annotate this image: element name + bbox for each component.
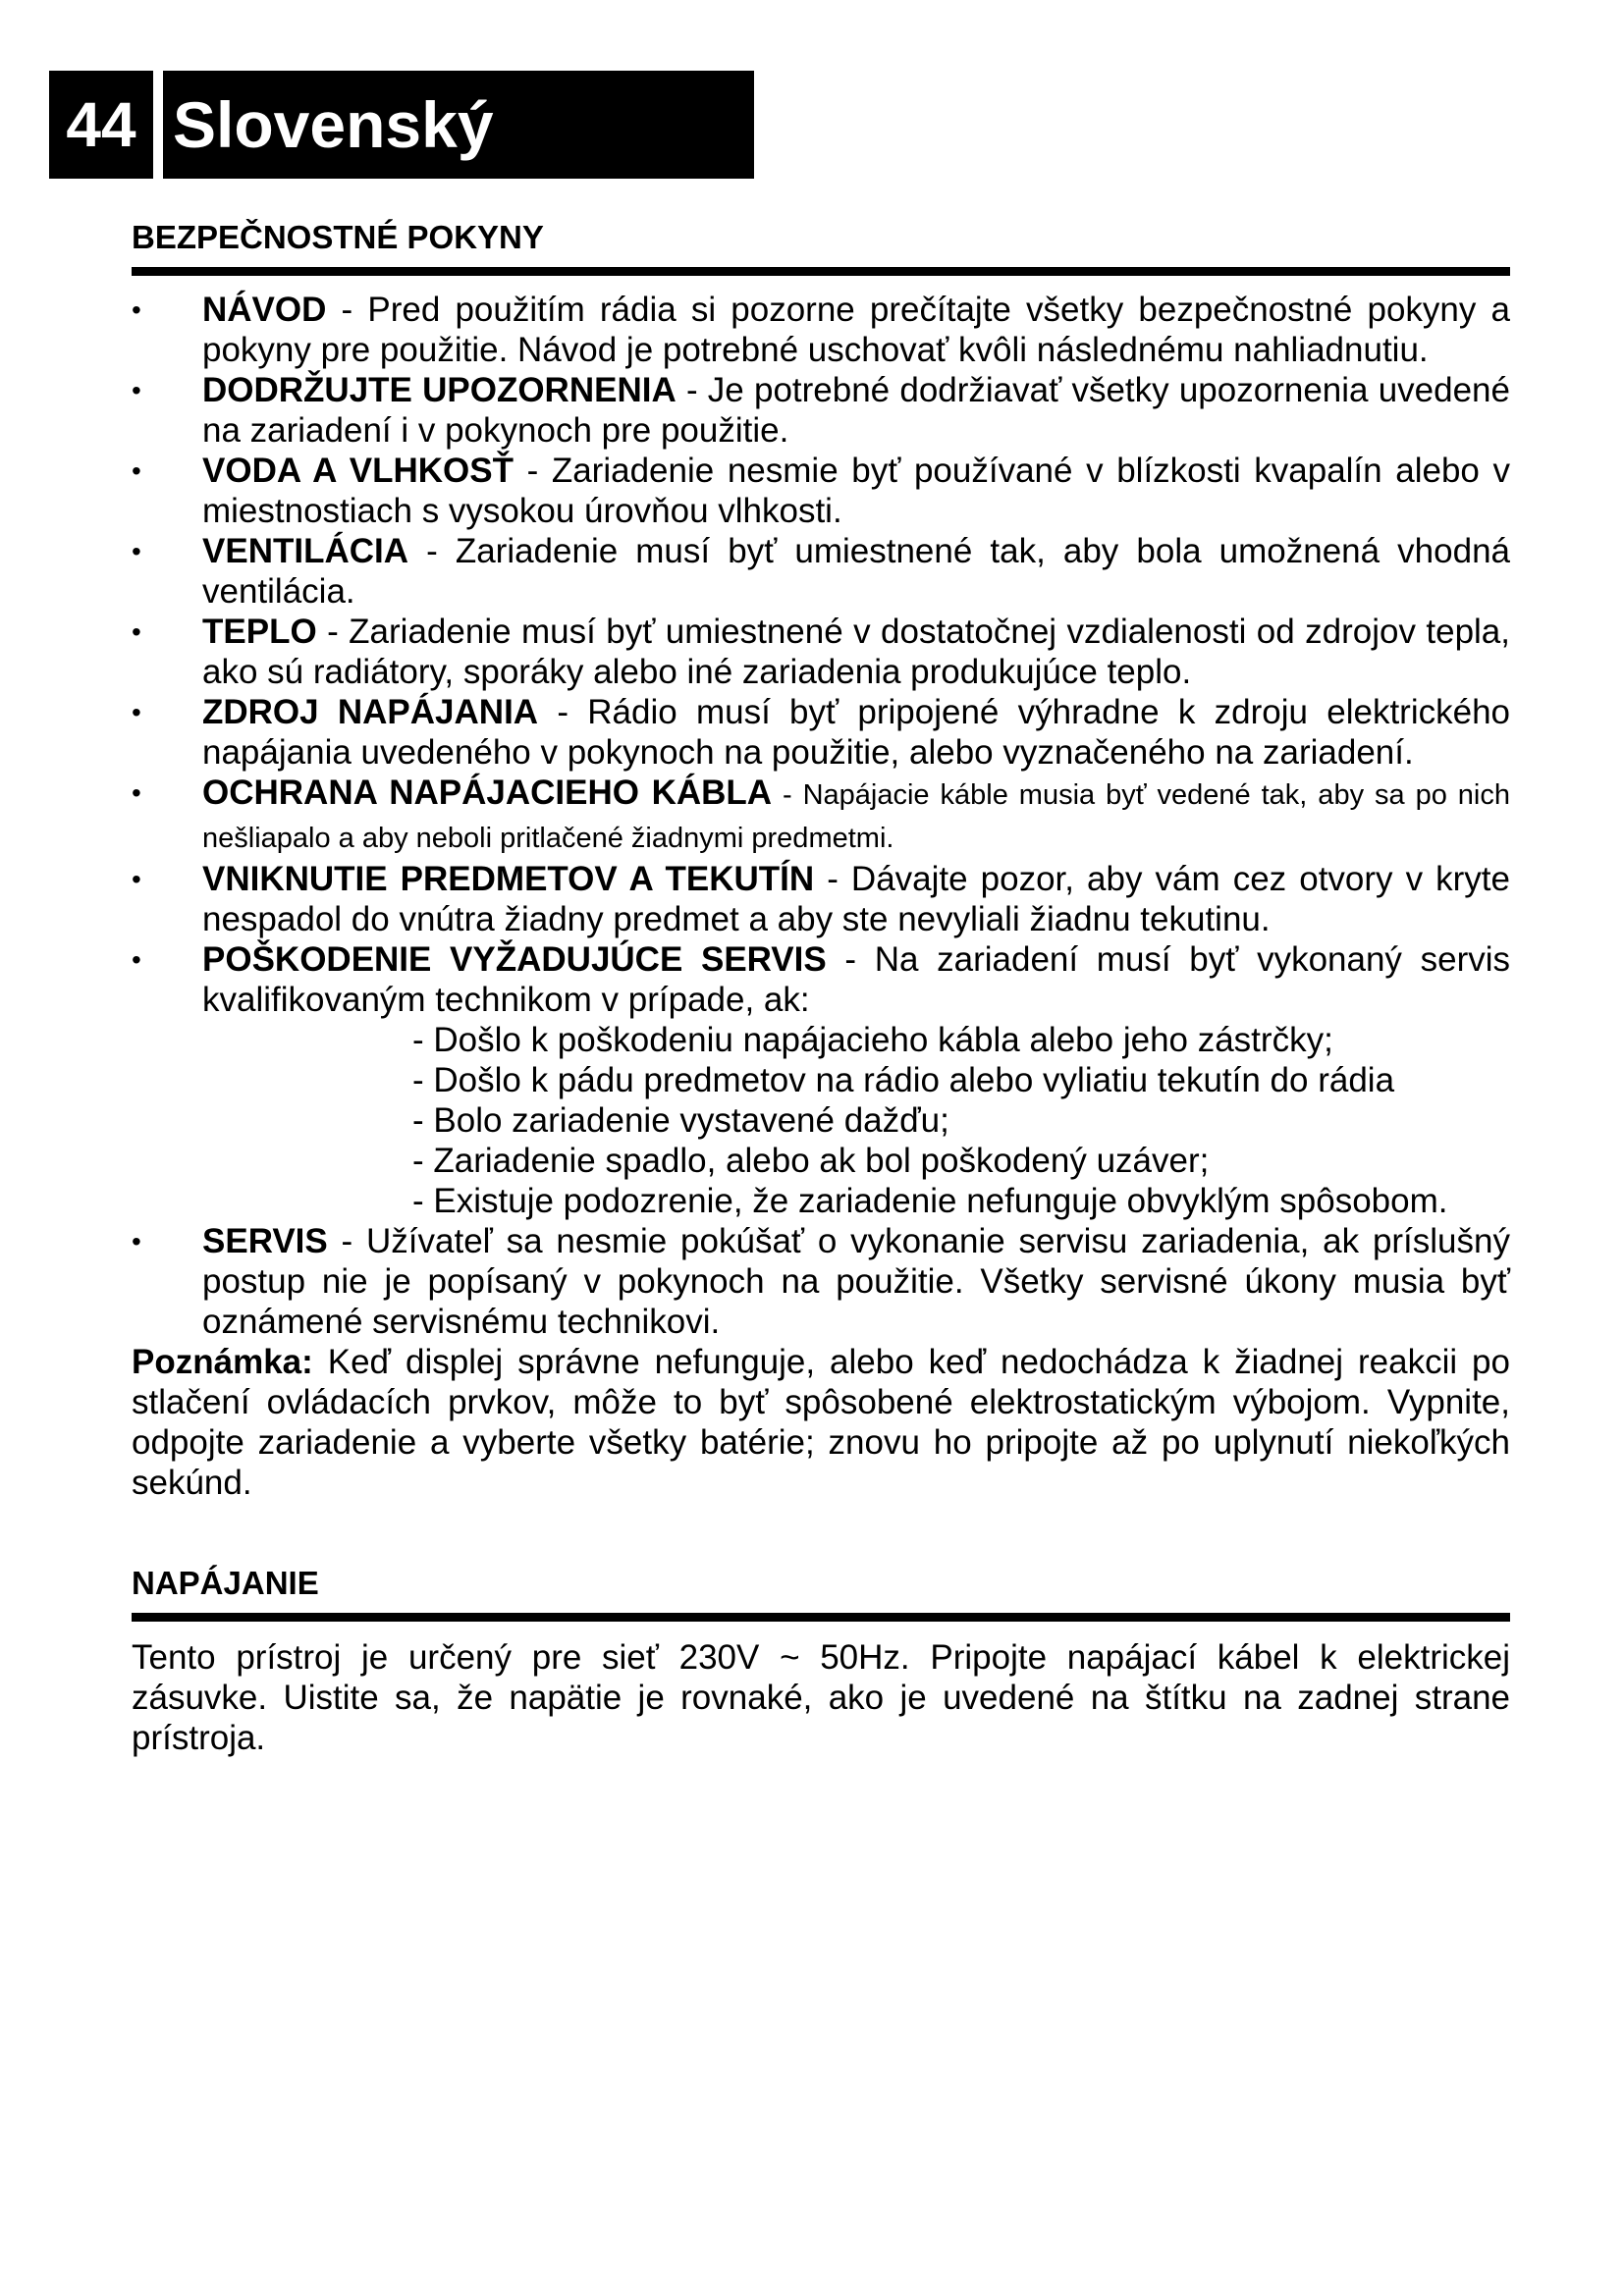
- safety-section: [132, 218, 1510, 1503]
- service-case: - Existuje podozrenie, že zariadenie nefunguje obvyklým spôsobom.: [412, 1182, 1448, 1220]
- safety-item-power-source: [132, 692, 1510, 773]
- safety-item-label: VODA A VLHKOSŤ: [202, 452, 514, 490]
- page-number: 44: [49, 71, 153, 179]
- safety-item-text: - Užívateľ sa nesmie pokúšať o vykonanie servisu zariadenia, ak príslušný postup nie je popísaný v pokynoch na použitie. Všetky servisné úkony musia byť oznámené servisnému technikovi.: [202, 1222, 1510, 1341]
- safety-item-text: - Zariadenie nesmie byť používané v blízkosti kvapalín alebo v miestnostiach s vysokou úrovňou vlhkosti.: [202, 452, 1510, 530]
- service-case: - Bolo zariadenie vystavené dažďu;: [412, 1101, 949, 1140]
- safety-item-label: TEPLO: [202, 613, 317, 651]
- page-content: [132, 218, 1510, 1758]
- safety-item-label: SERVIS: [202, 1222, 328, 1260]
- safety-item-heat: [132, 612, 1510, 692]
- note-paragraph: [132, 1342, 1510, 1503]
- safety-item-text: - Zariadenie musí byť umiestnené tak, aby bola umožnená vhodná ventilácia.: [202, 532, 1510, 611]
- safety-item-text: - Dávajte pozor, aby vám cez otvory v kryte nespadol do vnútra žiadny predmet a aby ste nevyliali žiadnu tekutinu.: [202, 860, 1510, 938]
- safety-item-text: - Pred použitím rádia si pozorne prečítajte všetky bezpečnostné pokyny a pokyny pre použitie. Návod je potrebné uschovať kvôli následnému nahliadnutiu.: [202, 291, 1510, 369]
- safety-item-manual: [132, 290, 1510, 370]
- safety-item-objects: [132, 859, 1510, 939]
- service-case: - Došlo k pádu predmetov na rádio alebo vyliatiu tekutín do rádia: [412, 1061, 1395, 1099]
- page-header: [49, 71, 754, 179]
- safety-item-label: VNIKNUTIE PREDMETOV A TEKUTÍN: [202, 860, 815, 898]
- safety-item-label: NÁVOD: [202, 291, 327, 329]
- safety-item-label: POŠKODENIE VYŽADUJÚCE SERVIS: [202, 940, 827, 979]
- safety-item-label: OCHRANA NAPÁJACIEHO KÁBLA: [202, 774, 773, 812]
- safety-list: [132, 290, 1510, 1342]
- safety-item-text: - Na zariadení musí byť vykonaný servis kvalifikovaným technikom v prípade, ak:: [202, 940, 1510, 1019]
- safety-item-text: - Napájacie káble musia byť vedené tak, aby sa po nich nešliapalo a aby neboli pritlačené žiadnymi predmetmi.: [202, 779, 1510, 854]
- safety-section-title: BEZPEČNOSTNÉ POKYNY: [132, 218, 1510, 276]
- safety-item-text: - Rádio musí byť pripojené výhradne k zdroju elektrického napájania uvedeného v pokynoch na použitie, alebo vyznačeného na zariadení.: [202, 693, 1510, 772]
- service-case: - Zariadenie spadlo, alebo ak bol poškodený uzáver;: [412, 1142, 1210, 1180]
- service-cases-list: [202, 1020, 1510, 1221]
- language-title: Slovenský: [163, 71, 754, 179]
- power-section: [132, 1564, 1510, 1758]
- safety-item-ventilation: [132, 531, 1510, 612]
- note-label: Poznámka:: [132, 1343, 313, 1381]
- safety-item-text: - Je potrebné dodržiavať všetky upozornenia uvedené na zariadení i v pokynoch pre použitie.: [202, 371, 1510, 450]
- safety-item-label: DODRŽUJTE UPOZORNENIA: [202, 371, 677, 409]
- safety-item-water: [132, 451, 1510, 531]
- power-paragraph: Tento prístroj je určený pre sieť 230V ~ 50Hz. Pripojte napájací kábel k elektrickej zásuvke. Uistite sa, že napätie je rovnaké, ako je uvedené na štítku na zadnej strane prístroja.: [132, 1638, 1510, 1757]
- safety-item-damage: [132, 939, 1510, 1221]
- safety-item-label: ZDROJ NAPÁJANIA: [202, 693, 539, 731]
- safety-item-label: VENTILÁCIA: [202, 532, 408, 570]
- note-text: Keď displej správne nefunguje, alebo keď nedochádza k žiadnej reakcii po stlačení ovládacích prvkov, môže to byť spôsobené elektrostatickým výbojom. Vypnite, odpojte zariadenie a vyberte všetky batérie; znovu ho pripojte až po uplynutí niekoľkých sekúnd.: [132, 1343, 1510, 1502]
- power-section-title: NAPÁJANIE: [132, 1564, 1510, 1622]
- service-case: - Došlo k poškodeniu napájacieho kábla alebo jeho zástrčky;: [412, 1021, 1333, 1059]
- safety-item-service: [132, 1221, 1510, 1342]
- safety-item-cable: [132, 773, 1510, 859]
- safety-item-warnings: [132, 370, 1510, 451]
- safety-item-text: - Zariadenie musí byť umiestnené v dostatočnej vzdialenosti od zdrojov tepla, ako sú radiátory, sporáky alebo iné zariadenia produkujúce teplo.: [202, 613, 1510, 691]
